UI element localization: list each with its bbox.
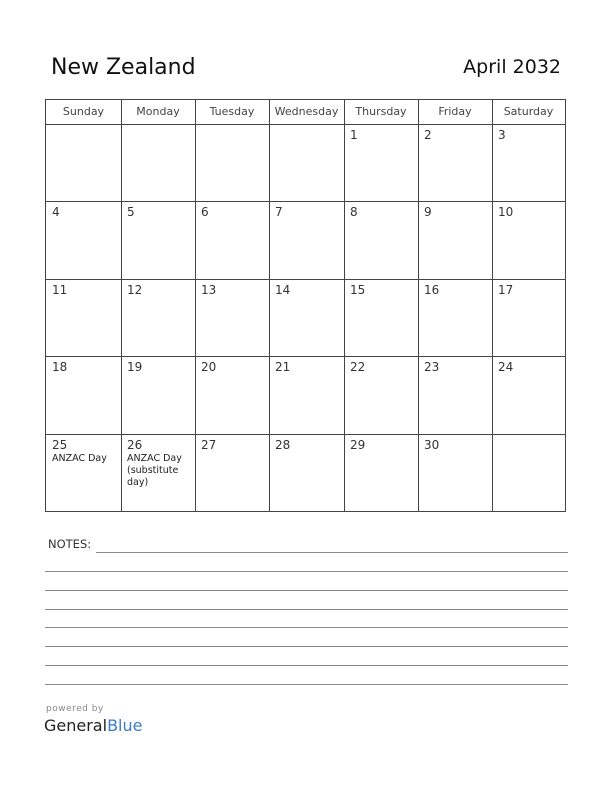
day-cell xyxy=(195,356,269,434)
notes-line xyxy=(45,590,568,591)
day-cell xyxy=(195,201,269,279)
day-number: 24 xyxy=(498,360,514,374)
day-cell xyxy=(418,356,492,434)
powered-by-text: powered by xyxy=(46,704,104,714)
day-number: 15 xyxy=(350,283,366,297)
day-cell xyxy=(195,124,269,201)
day-cell xyxy=(46,201,121,279)
day-cell xyxy=(418,279,492,356)
day-number: 4 xyxy=(52,205,60,219)
page-title-month: April 2032 xyxy=(463,56,561,78)
brand-blue: Blue xyxy=(107,716,143,735)
day-number: 21 xyxy=(275,360,291,374)
day-cell xyxy=(344,201,418,279)
day-cell xyxy=(492,279,565,356)
day-cell xyxy=(269,201,344,279)
generalblue-logo xyxy=(44,716,142,735)
day-cell xyxy=(344,434,418,511)
day-cell xyxy=(46,356,121,434)
day-number: 12 xyxy=(127,283,143,297)
day-cell xyxy=(418,124,492,201)
day-cell xyxy=(269,356,344,434)
notes-label: NOTES: xyxy=(48,537,92,551)
brand-general: General xyxy=(44,716,108,735)
notes-line xyxy=(45,646,568,647)
day-number: 29 xyxy=(350,438,366,452)
day-number: 26 xyxy=(127,438,143,452)
day-number: 1 xyxy=(350,128,358,142)
day-number: 13 xyxy=(201,283,217,297)
day-number: 28 xyxy=(275,438,291,452)
weekday-monday: Monday xyxy=(136,105,180,118)
weekday-thursday: Thursday xyxy=(355,105,407,118)
day-number: 19 xyxy=(127,360,143,374)
day-number: 7 xyxy=(275,205,283,219)
day-number: 30 xyxy=(424,438,440,452)
day-cell xyxy=(344,279,418,356)
day-number: 2 xyxy=(424,128,432,142)
day-number: 3 xyxy=(498,128,506,142)
page-title-country: New Zealand xyxy=(51,55,196,80)
day-number: 10 xyxy=(498,205,514,219)
day-cell xyxy=(269,434,344,511)
day-number: 11 xyxy=(52,283,68,297)
notes-line xyxy=(96,552,568,553)
notes-line xyxy=(45,684,568,685)
day-number: 18 xyxy=(52,360,68,374)
day-number: 8 xyxy=(350,205,358,219)
notes-line xyxy=(45,627,568,628)
day-number: 9 xyxy=(424,205,432,219)
weekday-tuesday: Tuesday xyxy=(209,105,255,118)
holiday-label: ANZAC Day xyxy=(52,453,107,464)
day-cell xyxy=(492,356,565,434)
day-cell xyxy=(344,356,418,434)
day-number: 17 xyxy=(498,283,514,297)
day-cell xyxy=(492,434,565,511)
weekday-header-row xyxy=(46,100,565,125)
day-cell xyxy=(121,279,195,356)
day-cell xyxy=(492,201,565,279)
day-number: 23 xyxy=(424,360,440,374)
day-number: 25 xyxy=(52,438,68,452)
day-cell xyxy=(121,201,195,279)
weekday-friday: Friday xyxy=(438,105,472,118)
day-cell xyxy=(46,124,121,201)
day-number: 20 xyxy=(201,360,217,374)
holiday-label: ANZAC Day (substitute day) xyxy=(127,453,182,488)
day-cell xyxy=(418,201,492,279)
day-cell xyxy=(46,279,121,356)
day-cell xyxy=(46,434,121,511)
day-cell xyxy=(121,356,195,434)
notes-line xyxy=(45,571,568,572)
day-number: 14 xyxy=(275,283,291,297)
day-cell xyxy=(269,124,344,201)
day-cell xyxy=(195,279,269,356)
notes-line xyxy=(45,665,568,666)
day-number: 6 xyxy=(201,205,209,219)
weekday-sunday: Sunday xyxy=(62,105,105,118)
day-cell xyxy=(344,124,418,201)
day-cell xyxy=(418,434,492,511)
notes-line xyxy=(45,609,568,610)
day-cell xyxy=(121,434,195,511)
day-cell xyxy=(269,279,344,356)
day-number: 16 xyxy=(424,283,440,297)
day-cell xyxy=(121,124,195,201)
day-number: 27 xyxy=(201,438,217,452)
day-number: 22 xyxy=(350,360,366,374)
day-number: 5 xyxy=(127,205,135,219)
day-cell xyxy=(195,434,269,511)
day-cell xyxy=(492,124,565,201)
weekday-wednesday: Wednesday xyxy=(274,105,339,118)
weekday-saturday: Saturday xyxy=(503,105,554,118)
calendar-grid xyxy=(45,99,566,512)
